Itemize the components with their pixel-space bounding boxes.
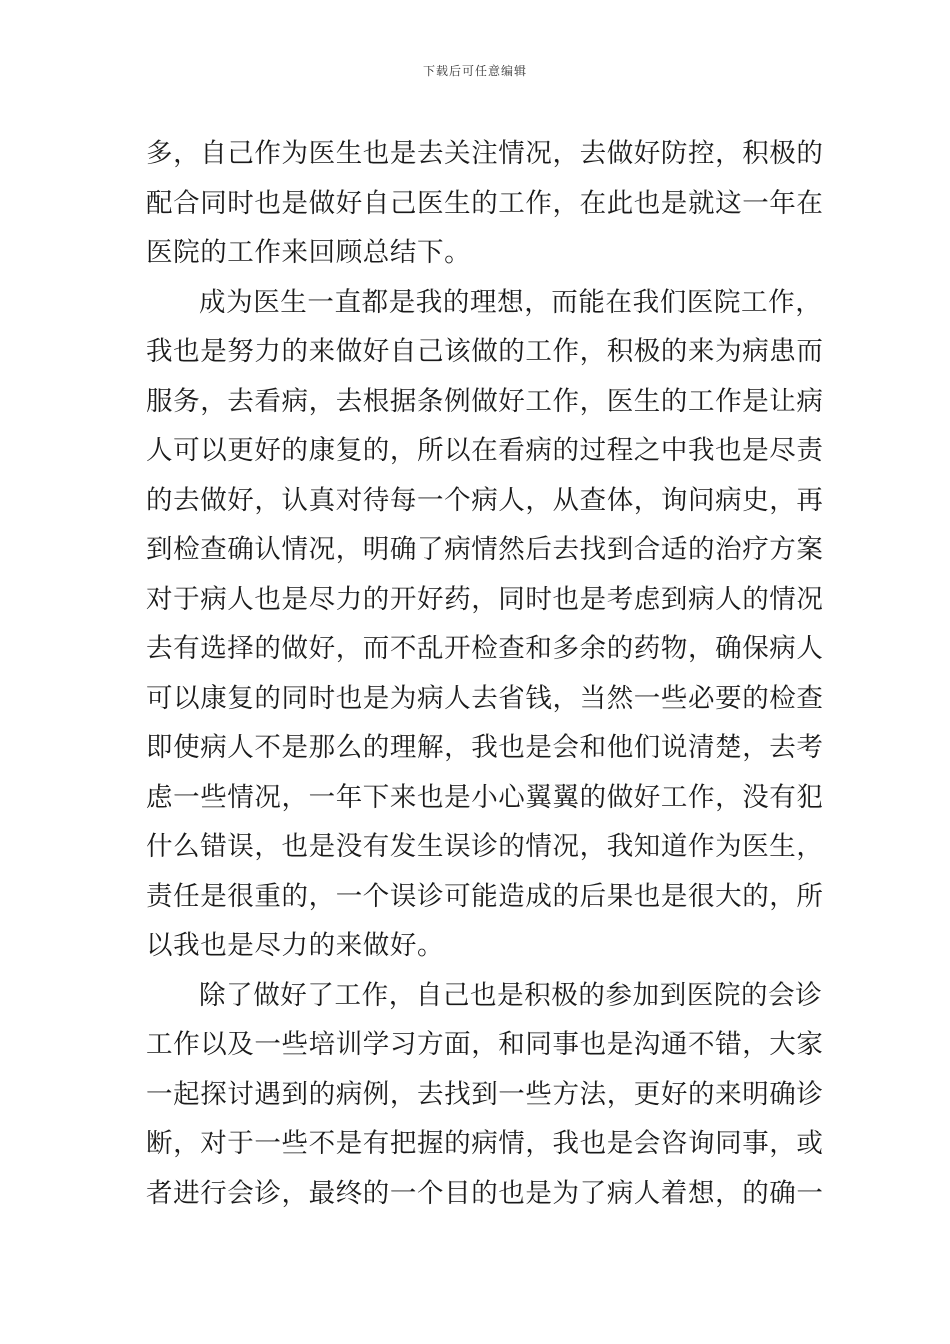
text-line: 断，对于一些不是有把握的病情，我也是会咨询同事，或	[146, 1128, 824, 1159]
text-line: 多，自己作为医生也是去关注情况，去做好防控，积极的	[146, 138, 824, 169]
text-line: 我也是努力的来做好自己该做的工作，积极的来为病患而	[146, 336, 824, 367]
text-line: 配合同时也是做好自己医生的工作，在此也是就这一年在	[146, 187, 824, 219]
text-line: 医院的工作来回顾总结下。	[146, 237, 472, 268]
text-line: 以我也是尽力的来做好。	[146, 930, 445, 961]
page-header: 下载后可任意编辑	[422, 64, 527, 78]
text-line: 责任是很重的，一个误诊可能造成的后果也是很大的，所	[146, 880, 824, 912]
text-line: 可以康复的同时也是为病人去省钱，当然一些必要的检查	[146, 682, 824, 714]
text-line: 到检查确认情况，明确了病情然后去找到合适的治疗方案	[146, 534, 824, 565]
text-line: 服务，去看病，去根据条例做好工作，医生的工作是让病	[146, 385, 824, 417]
text-line: 什么错误，也是没有发生误诊的情况，我知道作为医生，	[146, 831, 824, 862]
text-line: 去有选择的做好，而不乱开检查和多余的药物，确保病人	[146, 633, 824, 664]
text-line: 人可以更好的康复的，所以在看病的过程之中我也是尽责	[146, 435, 824, 466]
text-line: 一起探讨遇到的病例，去找到一些方法，更好的来明确诊	[146, 1078, 824, 1110]
text-line: 即使病人不是那么的理解，我也是会和他们说清楚，去考	[146, 732, 824, 763]
text-line: 者进行会诊，最终的一个目的也是为了病人着想，的确一	[146, 1177, 824, 1209]
text-line: 对于病人也是尽力的开好药，同时也是考虑到病人的情况	[146, 583, 824, 615]
text-line: 工作以及一些培训学习方面，和同事也是沟通不错，大家	[146, 1029, 824, 1060]
text-line: 虑一些情况，一年下来也是小心翼翼的做好工作，没有犯	[146, 781, 824, 813]
text-line: 成为医生一直都是我的理想，而能在我们医院工作，	[199, 286, 823, 318]
text-line: 除了做好了工作，自己也是积极的参加到医院的会诊	[199, 979, 823, 1011]
text-line: 的去做好，认真对待每一个病人，从查体，询问病史，再	[146, 484, 824, 516]
document-body	[146, 129, 824, 1218]
